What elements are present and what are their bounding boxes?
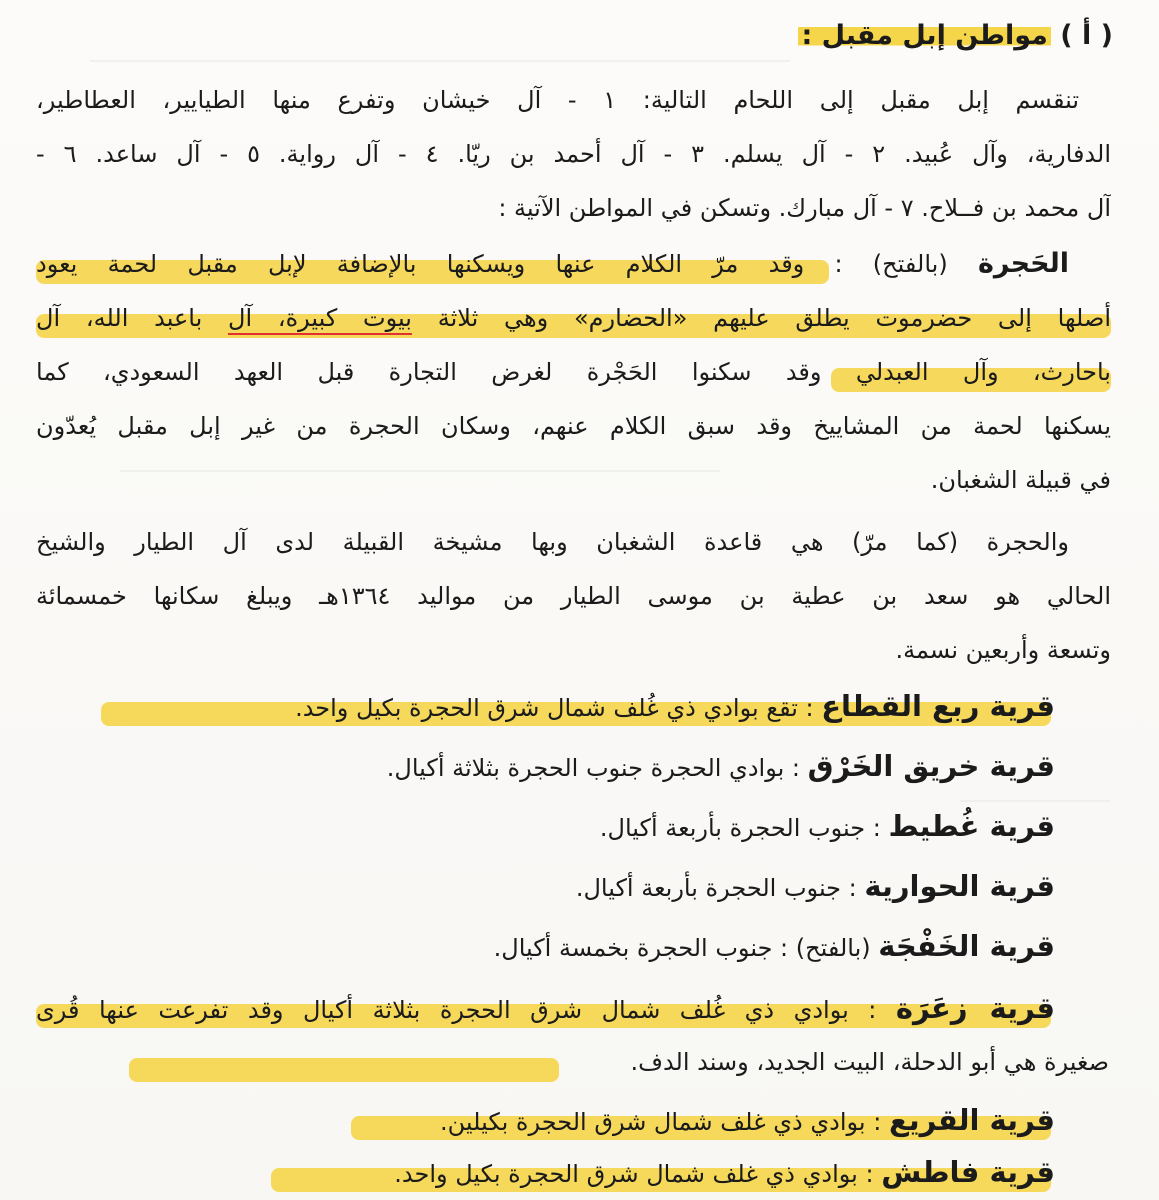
- village-name: قرية القريع: [888, 1103, 1055, 1137]
- village-name: قرية الخَفْجَة: [878, 929, 1055, 963]
- village-desc: : جنوب الحجرة بأربعة أكيال.: [599, 814, 881, 842]
- section-heading-colon: :: [801, 20, 813, 51]
- hajra-line-1: [36, 244, 1069, 284]
- section-heading-title: [798, 20, 1050, 51]
- hajra-line-2: [36, 298, 1111, 338]
- hajra-term: الحَجرة: [977, 248, 1069, 279]
- village-item: [36, 986, 1055, 1030]
- hajra-line-2-part-a: أصلها إلى حضرموت يطلق عليهم «الحضارم» وهي ثلاثة: [411, 304, 1111, 332]
- village-item: [576, 864, 1055, 908]
- hajra-line-1-text: (بالفتح) : وقد مرّ الكلام عنها ويسكنها بالإضافة لإبل مقبل لحمة يعود: [36, 250, 948, 278]
- intro-line-2: الدفارية، وآل عُبيد. ٢ - آل يسلم. ٣ - آل أحمد بن ريّا. ٤ - آل رواية. ٥ - آل ساعد. ٦ -: [36, 140, 1111, 168]
- hajra2-line-3: وتسعة وأربعين نسمة.: [895, 636, 1111, 664]
- village-item: [387, 744, 1055, 788]
- intro-line-1: تنقسم إبل مقبل إلى اللحام التالية: ١ - آل خيشان وتفرع منها الطيايير، العطاطير،: [36, 86, 1079, 114]
- hajra2-line-1: والحجرة (كما مرّ) هي قاعدة الشغبان وبها مشيخة القبيلة لدى آل الطيار والشيخ: [36, 528, 1069, 556]
- bleed-through-mark: [960, 800, 1110, 802]
- village-name: قرية خريق الخَرْق: [807, 749, 1055, 783]
- highlight-mark: [129, 1058, 559, 1082]
- hajra-line-5: في قبيلة الشغبان.: [930, 466, 1111, 494]
- village-name: قرية الحوارية: [864, 869, 1055, 903]
- hajra-line-3: باحارث، وآل العبدلي وقد سكنوا الحَجْرة لغرض التجارة قبل العهد السعودي، كما: [36, 358, 1111, 386]
- village-item-continuation: [630, 1040, 1109, 1084]
- hajra-line-4: يسكنها لحمة من المشاييخ وقد سبق الكلام عنهم، وسكان الحجرة من غير إبل مقبل يُعدّون: [36, 412, 1111, 440]
- section-heading-label: ( أ ): [1060, 20, 1113, 51]
- village-name: قرية غُطيط: [888, 809, 1055, 843]
- village-item: [295, 684, 1055, 728]
- village-name: قرية ربع القطاع: [821, 689, 1055, 723]
- village-item: [440, 1098, 1055, 1142]
- village-item: [394, 1150, 1055, 1194]
- bleed-through-mark: [90, 60, 790, 62]
- hajra2-line-2: الحالي هو سعد بن عطية بن موسى الطيار من مواليد ١٣٦٤هـ ويبلغ سكانها خمسمائة: [36, 582, 1111, 610]
- village-desc: : بوادي الحجرة جنوب الحجرة بثلاثة أكيال.: [386, 754, 800, 782]
- intro-line-3: آل محمد بن فــلاح. ٧ - آل مبارك. وتسكن في المواطن الآتية :: [498, 194, 1111, 222]
- underlined-phrase: بيوت كبيرة، آل: [228, 304, 412, 332]
- village-desc: (بالفتح) : جنوب الحجرة بخمسة أكيال.: [493, 934, 871, 962]
- village-desc: : جنوب الحجرة بأربعة أكيال.: [575, 874, 857, 902]
- village-item: [494, 924, 1055, 968]
- hajra-line-2-part-b: باعبد الله، آل: [36, 304, 228, 332]
- section-heading: [798, 14, 1113, 58]
- village-desc: : بوادي ذي غُلف شمال شرق الحجرة بثلاثة أكيال وقد تفرعت عنها قُرى: [36, 996, 877, 1024]
- village-desc: صغيرة هي أبو الدحلة، البيت الجديد، وسند الدف.: [630, 1048, 1109, 1076]
- village-desc: : بوادي ذي غلف شمال شرق الحجرة بكيل واحد.: [394, 1160, 874, 1188]
- village-desc: : بوادي ذي غلف شمال شرق الحجرة بكيلين.: [440, 1108, 882, 1136]
- village-item: [600, 804, 1055, 848]
- village-name: قرية فاطش: [881, 1155, 1055, 1189]
- village-name: قرية زعَرَة: [895, 991, 1055, 1025]
- section-heading-title-text: مواطن إبل مقبل: [821, 20, 1048, 51]
- village-desc: : تقع بوادي ذي غُلف شمال شرق الحجرة بكيل واحد.: [295, 694, 814, 722]
